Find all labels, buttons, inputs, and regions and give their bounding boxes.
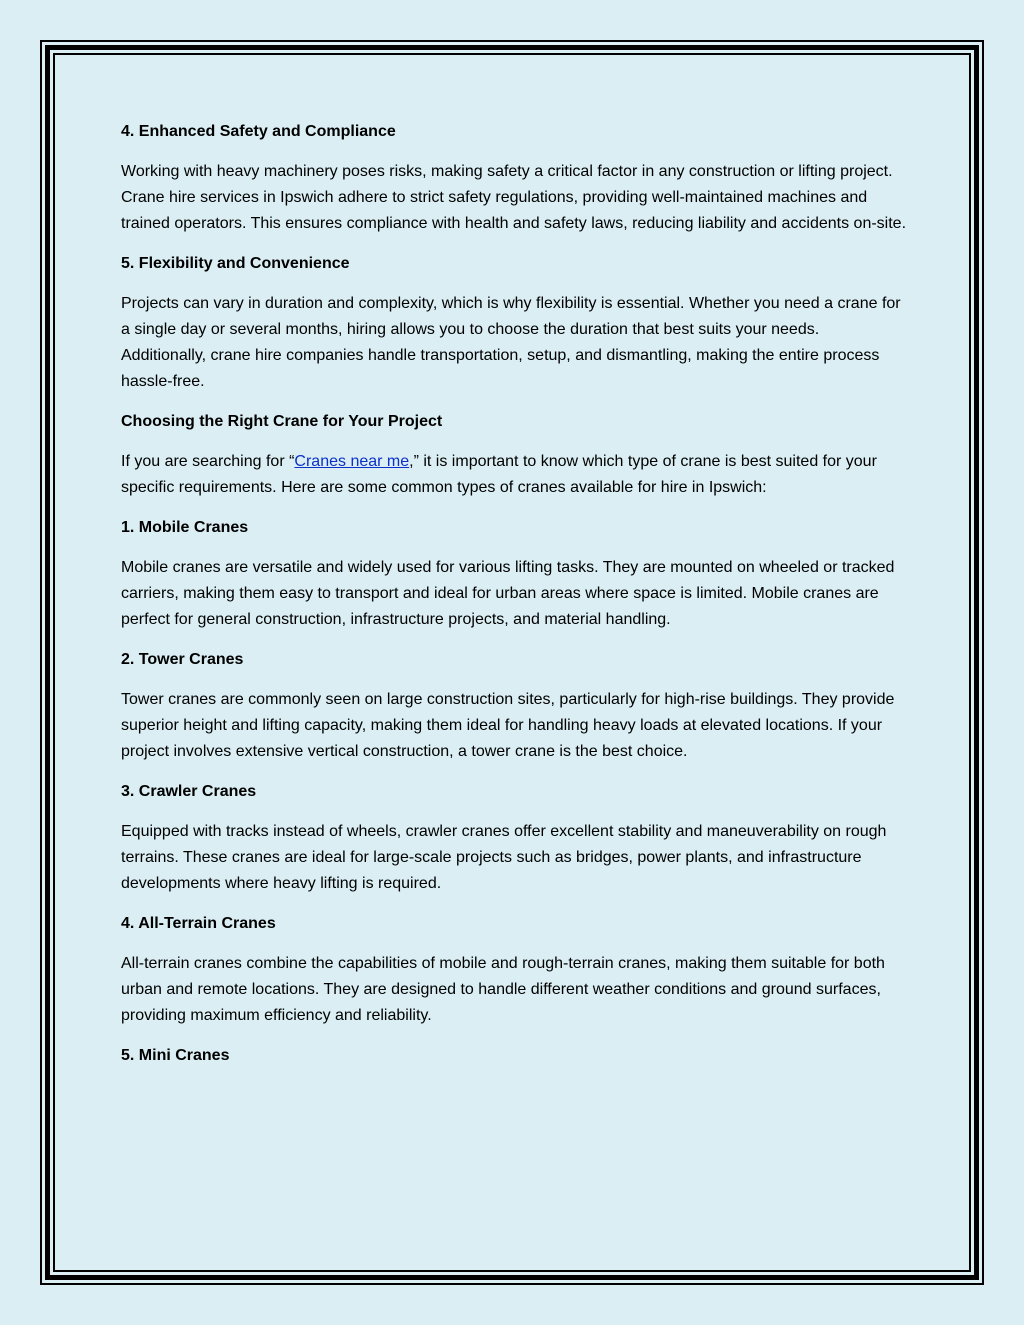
section-paragraph-all-terrain-cranes: All-terrain cranes combine the capabilities of mobile and rough-terrain cranes, making them suitable for both urban and remote locations. They are designed to handle different weather conditions and ground surfaces, providing maximum efficiency and reliability.: [121, 955, 885, 1024]
section-paragraph-choosing-crane: [121, 449, 907, 501]
section-heading-flexibility: 5. Flexibility and Convenience: [121, 255, 350, 272]
section-heading-tower-cranes: 2. Tower Cranes: [121, 651, 244, 668]
section-heading-all-terrain-cranes: 4. All-Terrain Cranes: [121, 915, 276, 932]
section-heading-choosing-crane: Choosing the Right Crane for Your Project: [121, 413, 443, 430]
section-heading-safety: 4. Enhanced Safety and Compliance: [121, 123, 396, 140]
cranes-near-me-link[interactable]: Cranes near me: [294, 453, 410, 470]
section-paragraph-flexibility: Projects can vary in duration and complexity, which is why flexibility is essential. Whether you need a crane for a single day or several months, hiring allows you to choose the duration that best suits your needs. Additionally, crane hire companies handle transportation, setup, and dismantling, making the entire process hassle-free.: [121, 295, 901, 390]
section-paragraph-crawler-cranes: Equipped with tracks instead of wheels, crawler cranes offer excellent stability and maneuverability on rough terrains. These cranes are ideal for large-scale projects such as bridges, power plants, and infrastructure developments where heavy lifting is required.: [121, 823, 887, 892]
document-content: [121, 121, 907, 1083]
section-heading-mobile-cranes: 1. Mobile Cranes: [121, 519, 249, 536]
section-paragraph-safety: Working with heavy machinery poses risks, making safety a critical factor in any construction or lifting project. Crane hire services in Ipswich adhere to strict safety regulations, providing well-maintained machines and trained operators. This ensures compliance with health and safety laws, reducing liability and accidents on-site.: [121, 163, 907, 232]
section-paragraph-mobile-cranes: Mobile cranes are versatile and widely used for various lifting tasks. They are mounted on wheeled or tracked carriers, making them easy to transport and ideal for urban areas where space is limited. Mobile cranes are perfect for general construction, infrastructure projects, and material handling.: [121, 559, 895, 628]
section-heading-mini-cranes: 5. Mini Cranes: [121, 1047, 230, 1064]
section-paragraph-tower-cranes: Tower cranes are commonly seen on large construction sites, particularly for high-rise buildings. They provide superior height and lifting capacity, making them ideal for handling heavy loads at elevated locations. If your project involves extensive vertical construction, a tower crane is the best choice.: [121, 691, 895, 760]
paragraph-text-after-link: ,” it is important to know which type of crane is best suited for your specific requirements. Here are some common types of cranes available for hire in Ipswich:: [121, 453, 877, 496]
paragraph-text-before-link: If you are searching for “: [121, 453, 295, 470]
section-heading-crawler-cranes: 3. Crawler Cranes: [121, 783, 257, 800]
